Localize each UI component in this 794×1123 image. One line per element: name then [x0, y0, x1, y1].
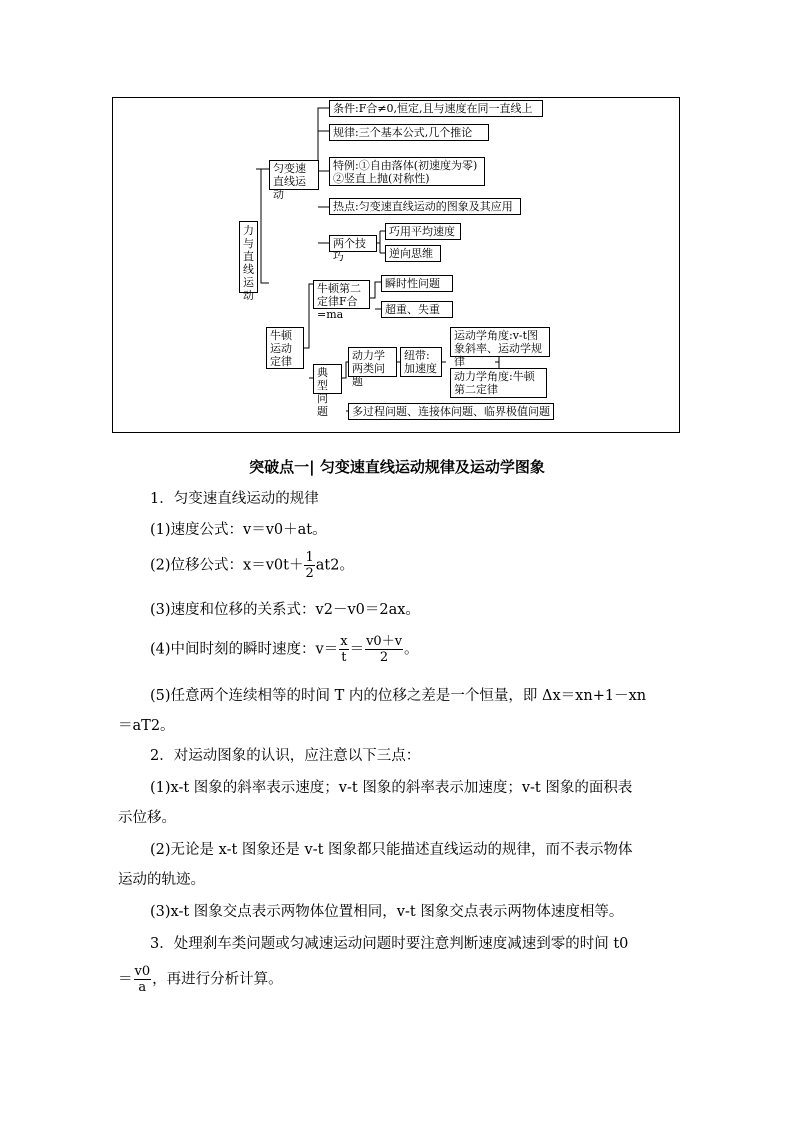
kinematics-angle-label: 运动学角度:v-t图象斜率、运动学规律 — [454, 329, 542, 368]
half-fraction — [304, 550, 314, 581]
kinematics-angle-box — [450, 327, 550, 368]
item-1-title — [150, 487, 319, 508]
condition-label: 条件:F合≠0,恒定,且与速度在同一直线上 — [333, 102, 533, 115]
a-denominator: a — [138, 980, 147, 995]
root-box — [239, 221, 258, 302]
multi-process-box — [348, 403, 554, 420]
instantaneous-label: 瞬时性问题 — [385, 277, 440, 290]
multi-process-label: 多过程问题、连接体问题、临界极值问题 — [352, 405, 550, 418]
period: 。 — [404, 641, 419, 658]
item-2-title — [150, 744, 420, 765]
point-1-cont — [118, 806, 176, 827]
point-1 — [150, 776, 632, 797]
average-velocity-label: 巧用平均速度 — [389, 225, 455, 238]
typical-problems-label: 典型问题 — [317, 366, 328, 418]
newton-laws-label: 牛顿运动定律 — [270, 329, 292, 368]
item-3-title — [150, 932, 628, 953]
item-3-text: 3．处理刹车类问题或匀减速运动问题时要注意判断速度减速到零的时间 t0 — [150, 936, 629, 952]
point-2-text: (2)无论是 x-t 图象还是 v-t 图象都只能描述直线运动的规律，而不表示物体 — [150, 842, 633, 858]
typical-problems-box — [313, 364, 342, 418]
dynamics-angle-label: 动力学角度:牛顿第二定律 — [454, 370, 535, 396]
point-3-text: (3)x-t 图象交点表示两物体位置相同，v-t 图象交点表示两物体速度相等。 — [150, 904, 624, 920]
average-velocity-box — [385, 223, 461, 240]
overweight-label: 超重、失重 — [385, 303, 440, 316]
diagram-connectors — [113, 98, 681, 434]
point-3 — [150, 900, 623, 921]
law-label: 规律:三个基本公式,几个推论 — [333, 126, 473, 139]
item-1-text: 1．匀变速直线运动的规律 — [150, 491, 319, 507]
two-skills-label: 两个技巧 — [333, 237, 366, 263]
x-numerator: x — [340, 634, 348, 649]
velocity-displacement-relation — [150, 598, 420, 619]
two-skills-box — [329, 235, 377, 263]
section-heading: 突破点一| 匀变速直线运动规律及运动学图象 — [249, 458, 545, 476]
newton-second-label: 牛顿第二定律F合=ma — [317, 282, 361, 321]
point-2 — [150, 838, 633, 859]
point-1-tail: 示位移。 — [118, 810, 176, 826]
item-3-tail: ，再进行分析计算。 — [152, 971, 283, 988]
acceleration-bridge-label: 纽带:加速度 — [404, 349, 437, 375]
displacement-formula-text: (2)位移公式：x＝v0t＋ — [150, 557, 304, 574]
velocity-displacement-text: (3)速度和位移的关系式：v2－v0＝2ax。 — [150, 602, 420, 618]
displacement-difference-text: (5)任意两个连续相等的时间 T 内的位移之差是一个恒量，即 Δx＝xn+1－xn — [150, 688, 647, 704]
average-numerator: v0＋v — [366, 634, 403, 649]
dynamics-angle-box — [450, 368, 547, 398]
v0-over-a-fraction — [134, 964, 152, 995]
two-class-box — [348, 347, 397, 388]
equals-sign-2: ＝ — [118, 971, 133, 988]
displacement-difference-cont — [118, 714, 175, 735]
knowledge-diagram — [112, 97, 680, 433]
uniform-motion-box — [269, 160, 319, 201]
displacement-difference-tail: ＝aT2。 — [118, 718, 175, 734]
average-denominator: 2 — [379, 650, 389, 665]
law-box — [329, 124, 489, 141]
item-2-text: 2．对运动图象的认识，应注意以下三点： — [150, 748, 421, 764]
point-1-text: (1)x-t 图象的斜率表示速度；v-t 图象的斜率表示加速度；v-t 图象的面积表 — [150, 780, 633, 796]
displacement-difference — [150, 684, 646, 705]
velocity-formula — [150, 518, 327, 539]
two-class-label: 动力学两类问题 — [352, 349, 385, 388]
uniform-motion-label: 匀变速直线运动 — [273, 162, 306, 201]
half-numerator: 1 — [305, 550, 314, 565]
half-denominator: 2 — [305, 566, 314, 581]
hot-topic-box — [329, 198, 521, 215]
displacement-formula-tail: at2。 — [315, 557, 354, 574]
condition-box — [329, 100, 543, 117]
equals-sign: ＝ — [349, 641, 365, 658]
item-3-cont — [118, 964, 283, 995]
velocity-formula-text: (1)速度公式：v＝v0＋at。 — [150, 522, 327, 538]
mid-time-velocity-text: (4)中间时刻的瞬时速度：v＝ — [150, 641, 339, 658]
special-case-box — [329, 157, 485, 186]
newton-laws-box — [266, 327, 304, 369]
overweight-box — [381, 301, 453, 318]
special-case-label: 特例:①自由落体(初速度为零) ②竖直上抛(对称性) — [333, 159, 478, 185]
x-over-t-fraction — [339, 634, 348, 665]
hot-topic-label: 热点:匀变速直线运动的图象及其应用 — [333, 200, 513, 213]
reverse-thinking-label: 逆向思维 — [389, 247, 433, 260]
instantaneous-box — [381, 275, 453, 292]
acceleration-bridge-box — [400, 347, 442, 377]
point-2-cont — [118, 868, 205, 889]
average-fraction — [365, 634, 403, 665]
displacement-formula — [150, 550, 354, 581]
v0-numerator: v0 — [134, 964, 151, 979]
mid-time-velocity — [150, 634, 419, 665]
newton-second-box — [313, 280, 370, 321]
t-denominator: t — [341, 650, 347, 665]
reverse-thinking-box — [385, 245, 441, 262]
point-2-tail: 运动的轨迹。 — [118, 872, 205, 888]
root-label: 力与直线运动 — [243, 224, 254, 302]
